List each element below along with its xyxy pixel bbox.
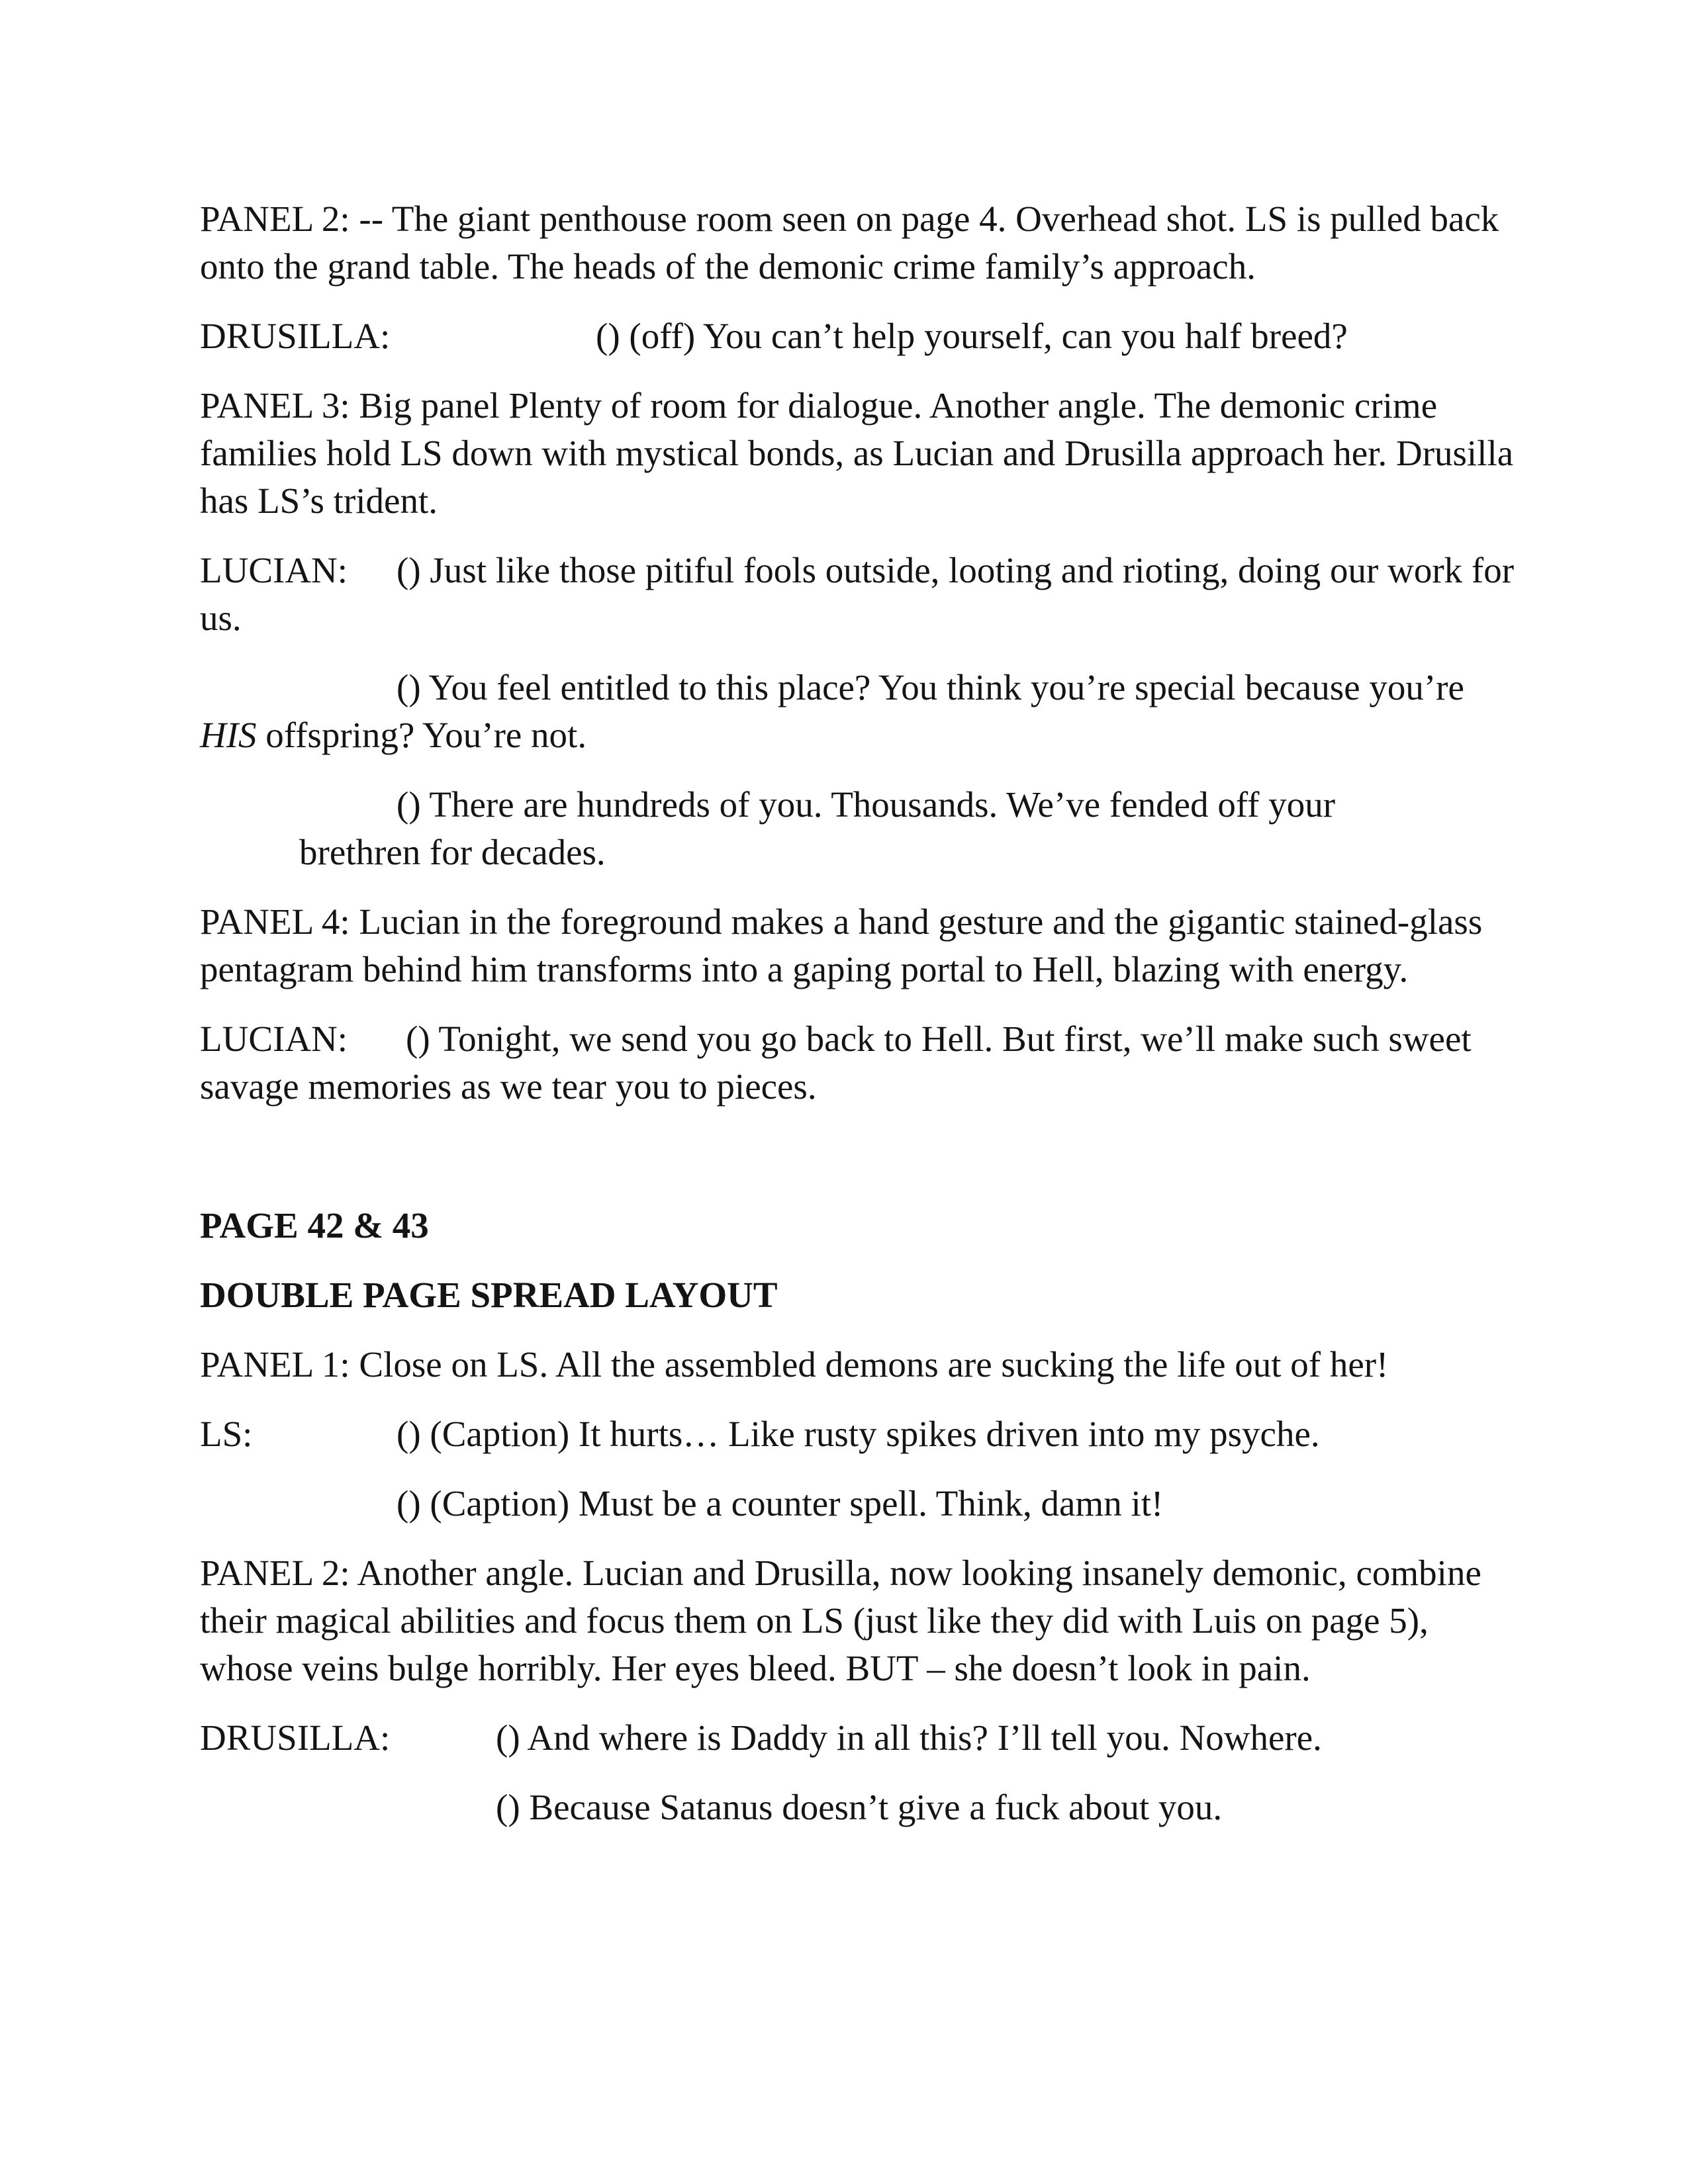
- dialogue-line: () And where is Daddy in all this? I’ll tell you. Nowhere.: [496, 1717, 1322, 1758]
- dialogue-line-continued: brethren for decades.: [299, 832, 606, 872]
- page-heading: PAGE 42 & 43: [200, 1205, 429, 1246]
- dialogue-line: () (Caption) Must be a counter spell. Think, damn it!: [397, 1483, 1164, 1524]
- speaker-name: LUCIAN:: [200, 1019, 348, 1059]
- dialogue-line-end: offspring? You’re not.: [256, 715, 587, 755]
- dialogue-line: () Tonight, we send you go back to Hell. But first, we’ll make such sweet savage memories as we tear you to pieces.: [200, 1019, 1472, 1107]
- dialogue-line: () There are hundreds of you. Thousands. We’ve fended off your: [397, 784, 1336, 825]
- layout-heading: DOUBLE PAGE SPREAD LAYOUT: [200, 1275, 778, 1315]
- speaker-name: LUCIAN:: [200, 550, 348, 590]
- dialogue-block: [200, 547, 1517, 642]
- emphasis-text: HIS: [200, 715, 257, 755]
- dialogue-block: [200, 312, 1517, 360]
- dialogue-line: () (Caption) It hurts… Like rusty spikes driven into my psyche.: [397, 1414, 1320, 1454]
- dialogue-line: () You feel entitled to this place? You think you’re special because you’re: [397, 667, 1464, 707]
- panel-description: PANEL 1: Close on LS. All the assembled demons are sucking the life out of her!: [200, 1344, 1389, 1385]
- speaker-name: DRUSILLA:: [200, 316, 391, 356]
- panel-description: PANEL 4: Lucian in the foreground makes a hand gesture and the gigantic stained-glass pentagram behind him transforms into a gaping portal to Hell, blazing with energy.: [200, 901, 1483, 989]
- dialogue-block: [200, 1714, 1517, 1762]
- section-spacer: [200, 1132, 1517, 1202]
- dialogue-block: [200, 781, 1517, 876]
- panel-description: PANEL 2: -- The giant penthouse room seen on page 4. Overhead shot. LS is pulled back onto the grand table. The heads of the demonic crime family’s approach.: [200, 199, 1499, 287]
- dialogue-block: [200, 1410, 1517, 1458]
- script-page: [200, 195, 1517, 1853]
- speaker-name: LS:: [200, 1414, 253, 1454]
- dialogue-line: () Just like those pitiful fools outside, looting and rioting, doing our work for us.: [200, 550, 1515, 638]
- speaker-name: DRUSILLA:: [200, 1717, 391, 1758]
- panel-description: PANEL 3: Big panel Plenty of room for dialogue. Another angle. The demonic crime families hold LS down with mystical bonds, as Lucian and Drusilla approach her. Drusilla has LS’s trident.: [200, 385, 1514, 521]
- dialogue-block: [200, 1784, 1517, 1831]
- dialogue-line: () (off) You can’t help yourself, can you half breed?: [596, 316, 1348, 356]
- panel-description: PANEL 2: Another angle. Lucian and Drusilla, now looking insanely demonic, combine their magical abilities and focus them on LS (just like they did with Luis on page 5), whose veins bulge horribly. Her eyes bleed. BUT – she doesn’t look in pain.: [200, 1553, 1481, 1688]
- dialogue-block: [200, 1015, 1517, 1111]
- dialogue-block: [200, 1480, 1517, 1527]
- dialogue-line: () Because Satanus doesn’t give a fuck about you.: [496, 1787, 1223, 1827]
- dialogue-block: [200, 664, 1517, 759]
